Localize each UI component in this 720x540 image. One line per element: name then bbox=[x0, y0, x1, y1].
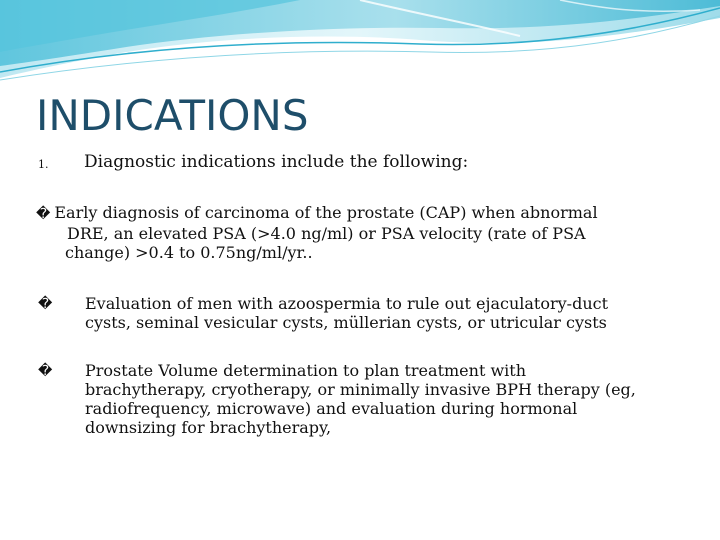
paragraph-line: change) >0.4 to 0.75ng/ml/yr.. bbox=[65, 243, 313, 262]
item-text: Diagnostic indications include the following: bbox=[84, 152, 469, 172]
bullet-line: Evaluation of men with azoospermia to rule out ejaculatory-duct bbox=[85, 294, 609, 313]
paragraph-line: DRE, an elevated PSA (>4.0 ng/ml) or PSA velocity (rate of PSA bbox=[67, 224, 586, 243]
bullet-glyph-icon: � bbox=[38, 363, 53, 379]
bullet-line: brachytherapy, cryotherapy, or minimally invasive BPH therapy (eg, bbox=[85, 380, 636, 399]
item-number: 1. bbox=[38, 158, 49, 171]
bullet-line: radiofrequency, microwave) and evaluation during hormonal bbox=[85, 399, 578, 418]
paragraph-line: Early diagnosis of carcinoma of the prostate (CAP) when abnormal bbox=[54, 203, 598, 222]
bullet-glyph-icon: � bbox=[36, 206, 51, 222]
slide-title: INDICATIONS bbox=[36, 91, 309, 140]
bullet-line: Prostate Volume determination to plan treatment with bbox=[85, 361, 526, 380]
bullet-glyph-icon: � bbox=[38, 296, 53, 312]
decorative-wave-banner bbox=[0, 0, 720, 90]
bullet-line: cysts, seminal vesicular cysts, müllerian cysts, or utricular cysts bbox=[85, 313, 607, 332]
bullet-line: downsizing for brachytherapy, bbox=[85, 418, 332, 437]
paragraph-early-diagnosis bbox=[36, 203, 676, 262]
